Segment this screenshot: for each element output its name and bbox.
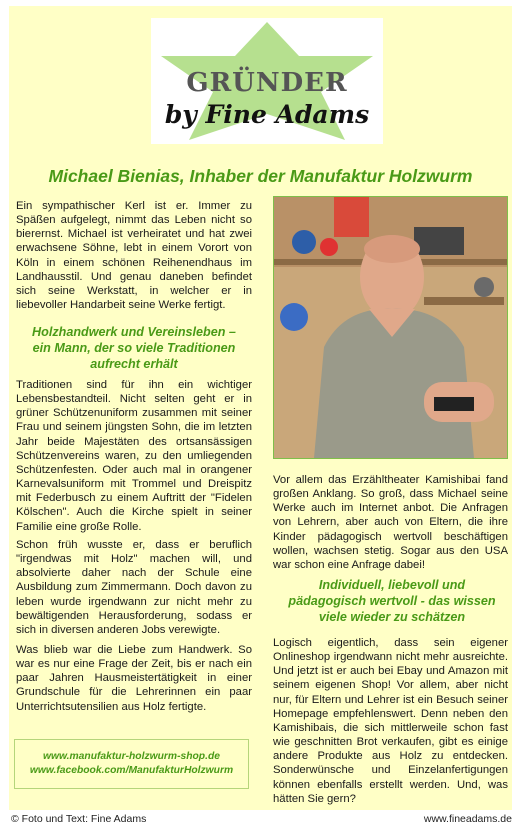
article-page [9, 6, 512, 810]
logo-bottom-text: by Fine Adams [164, 100, 370, 129]
gruender-logo [151, 18, 383, 144]
craft-paragraph: Was blieb war die Liebe zum Handwerk. So war es nur eine Frage der Zeit, bis er nach ein paar Jahren Hausmeistertätigkeit in einer Grundschule für die Lehrerinnen ein paar Unterrichtsutensilien aus Holz fertigte. [16, 644, 252, 713]
shop-paragraph: Logisch eigentlich, dass sein eigener Onlineshop irgendwann nicht mehr ausreichte. Und jetzt ist er auch bei Ebay und Amazon mit seinem eigenen Shop! Vor allem, aber nicht nur, für Eltern und Lehrer ist ein Besuch seiner Homepage empfehlenswert. Denn neben den Kamishibais, die sich mittlerweile schon fast wie geschnitten Brot verkaufen, gibt es einige andere Produkte aus Holz zu entdecken. Sonderwünsche und Einzelanfertigungen können ebenfalls erstellt werden. Und, was hätten Sie gern? [273, 637, 508, 805]
traditions-paragraph: Traditionen sind für ihn ein wichtiger Lebensbestandteil. Nicht selten geht er in grüner Schützenuniform zusammen mit seiner Frau und seinem jüngsten Sohn, die im letzten Jahr beide Majestäten des ortsansässigen Schützenvereins waren, zu den umliegenden Schützenfesten. Oder auch mal in orangener Karnevalsuniform mit Trommel und Dreispitz mit Federbusch zu einem Auftritt der "Fidelen Kölschen". Auch die Kirche spielt in seiner Familie eine große Rolle. [16, 379, 252, 533]
article-title: Michael Bienias, Inhaber der Manufaktur Holzwurm [48, 166, 473, 186]
portrait-photo [273, 196, 508, 459]
logo-top-text: GRÜNDER [186, 68, 348, 98]
kamishibai-paragraph: Vor allem das Erzähltheater Kamishibai fand großen Anklang. So groß, dass Michael seine Werke auch im Internet anbot. Die Anfragen von Lehrern, aber auch von Eltern, die ihre Kinder pädagogisch wertvoll beschäftigen wollen, wachsen stetig. Sogar aus den USA war schon eine Anfrage dabei! [273, 474, 508, 571]
facebook-link[interactable]: www.facebook.com/ManufakturHolzwurm [29, 765, 234, 776]
career-paragraph: Schon früh wusste er, dass er beruflich "irgendwas mit Holz" machen will, und absolvierte daher nach der Schule eine Ausbildung zum Zimmermann. Doch davon zu leben wurde irgendwann zur nicht mehr zu bewältigenden Herausforderung, sodass er sich in diversen anderen Jobs verewigte. [16, 539, 252, 636]
intro-paragraph: Ein sympathischer Kerl ist er. Immer zu Späßen aufgelegt, nimmt das Leben nicht so bierernst. Michael ist verheiratet und hat zwei erwachsene Söhne, lebt in einem Vorort von Köln in einem schönen Reihenendhaus im Landhausstil. Und genau daneben befindet sich seine Werkstatt, in welcher er in liebevoller Handarbeit seine Werke fertigt. [16, 200, 252, 312]
website-footer[interactable]: www.fineadams.de [423, 813, 512, 825]
links-box [14, 739, 249, 789]
photo-credit: © Foto und Text: Fine Adams [11, 813, 147, 825]
right-subheading: Individuell, liebevoll und pädagogisch wertvoll - das wissen viele wieder zu schätzen [288, 578, 496, 624]
shop-link[interactable]: www.manufaktur-holzwurm-shop.de [43, 751, 220, 762]
left-subheading: Holzhandwerk und Vereinsleben – ein Mann, der so viele Traditionen aufrecht erhält [32, 325, 236, 371]
